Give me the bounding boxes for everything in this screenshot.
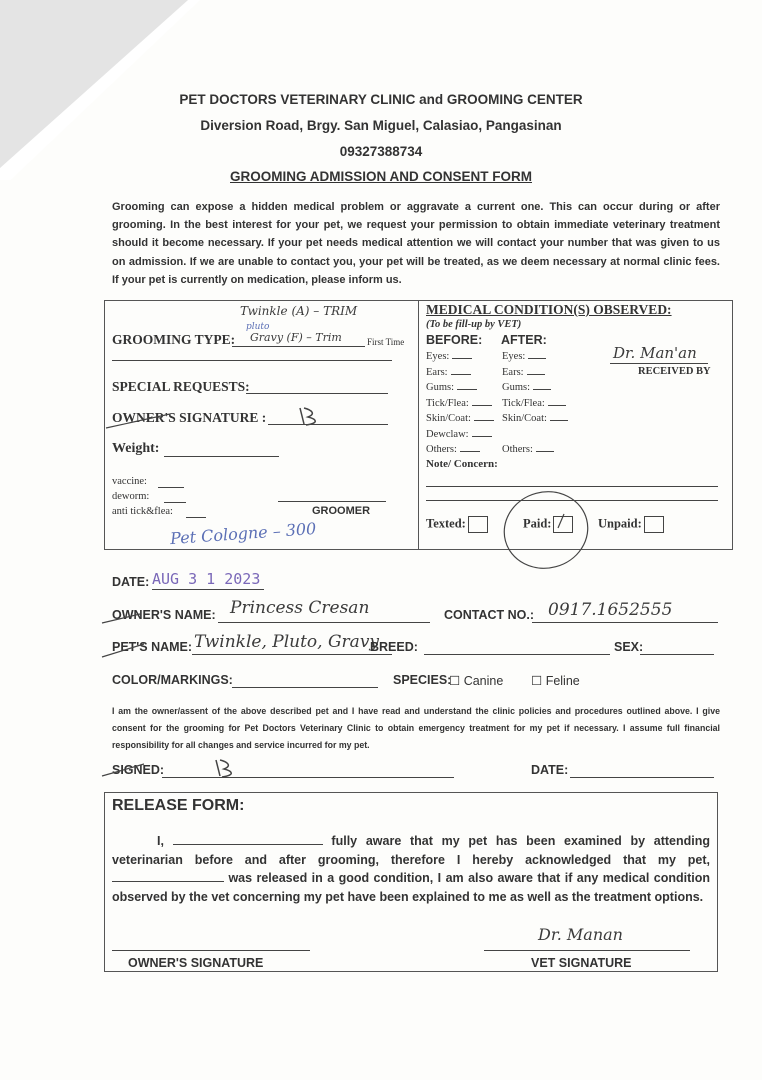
before-item-label: Gums: (426, 382, 455, 393)
vaccine-line[interactable] (158, 487, 184, 488)
owner-signature-strike (104, 406, 174, 436)
before-item-label: Dewclaw: (426, 428, 469, 440)
owner-name-label: OWNER'S NAME: (112, 608, 216, 622)
before-item-label: Ears: (426, 366, 448, 378)
before-label: BEFORE: (426, 333, 483, 347)
before-item-line[interactable] (452, 350, 472, 359)
after-item-label: Ears: (502, 366, 524, 378)
medical-condition-title: MEDICAL CONDITION(S) OBSERVED: (426, 302, 672, 317)
deworm-line[interactable] (164, 502, 186, 503)
paid-circle-mark (500, 486, 600, 576)
release-title: RELEASE FORM: (112, 797, 245, 814)
owner-signature-line[interactable] (268, 424, 388, 425)
release-pet-line[interactable] (112, 869, 224, 882)
texted-checkbox[interactable] (468, 516, 488, 533)
signed-date-line[interactable] (570, 777, 714, 778)
after-item-line[interactable] (527, 366, 545, 375)
owner-fields-strike-marks (100, 600, 160, 660)
owner-name-line[interactable] (218, 622, 430, 623)
after-item[interactable] (502, 381, 551, 393)
after-item-label: Others: (502, 444, 533, 455)
release-vet-sig-label: VET SIGNATURE (531, 956, 632, 970)
before-item-line[interactable] (460, 443, 480, 452)
release-owner-sig-label: OWNER'S SIGNATURE (128, 956, 264, 970)
after-item-line[interactable] (528, 350, 546, 359)
consent-paragraph: I am the owner/assent of the above described pet and I have read and understand the clinic policies and procedures outlined above. I give consent for the grooming for Pet Doctors Veterinary Clinic to obtain emergency treatment for my pet if necessary. I assume full financial responsibility for all changes and service incurred for my pet. (112, 706, 720, 750)
breed-label: BREED: (370, 640, 418, 654)
contact-line[interactable] (532, 622, 718, 623)
before-item-line[interactable] (451, 366, 471, 375)
signed-strike (100, 760, 150, 780)
release-text-2: was released in a good condition, I am also aware that if any medical condition observed by the vet concerning my pet have been explained to me as well as the treatment options. (112, 871, 710, 904)
pet-cologne-note: Pet Cologne – 300 (169, 518, 317, 549)
vaccine-label: vaccine: (112, 476, 147, 487)
date-stamp: AUG 3 1 2023 (152, 570, 261, 588)
before-item-label: Skin/Coat: (426, 413, 471, 424)
groomer-label: GROOMER (312, 505, 371, 517)
weight-line[interactable] (164, 456, 279, 457)
after-item-line[interactable] (536, 443, 554, 452)
grooming-type-handwriting-2: pluto (246, 322, 270, 332)
after-item[interactable] (502, 397, 566, 409)
form-title: GROOMING ADMISSION AND CONSENT FORM (230, 169, 532, 184)
after-item-line[interactable] (550, 412, 568, 421)
color-markings-label: COLOR/MARKINGS: (112, 673, 233, 687)
grooming-type-label: GROOMING TYPE: (112, 332, 236, 347)
feline-label: Feline (545, 674, 580, 688)
after-item[interactable] (502, 350, 546, 362)
before-item[interactable] (426, 412, 494, 424)
before-item[interactable] (426, 381, 477, 393)
release-name-line[interactable] (173, 832, 323, 845)
after-item[interactable] (502, 443, 554, 455)
texted-field (426, 516, 488, 533)
clinic-name: PET DOCTORS VETERINARY CLINIC and GROOMING CENTER (179, 92, 583, 107)
before-item[interactable] (426, 397, 492, 409)
received-by-handwriting: Dr. Man'an (613, 344, 697, 362)
grooming-type-line[interactable] (232, 346, 365, 347)
signed-line[interactable] (162, 777, 454, 778)
groomer-line[interactable] (278, 501, 386, 502)
pet-name-label: PET'S NAME: (112, 640, 193, 654)
admission-divider (418, 301, 419, 549)
color-markings-line[interactable] (232, 687, 378, 688)
date-line[interactable] (152, 589, 264, 590)
date-label: DATE: (112, 575, 150, 589)
release-i-label: I, (157, 834, 164, 848)
contact-handwriting: 0917.1652555 (548, 600, 673, 620)
after-item-line[interactable] (548, 397, 566, 406)
first-time-label: First Time (367, 337, 405, 347)
medical-condition-subtitle: (To be fill-up by VET) (426, 319, 522, 330)
before-item-label: Eyes: (426, 351, 450, 362)
signed-label: SIGNED: (112, 763, 165, 777)
after-label: AFTER: (501, 333, 547, 347)
release-paragraph (112, 832, 710, 906)
clinic-phone: 09327388734 (339, 144, 423, 159)
canine-label: Canine (463, 674, 504, 688)
after-item[interactable] (502, 366, 545, 378)
after-item-label: Gums: (502, 382, 531, 393)
anti-tick-line[interactable] (186, 517, 206, 518)
after-item-line[interactable] (533, 381, 551, 390)
signed-signature-mark (212, 756, 242, 780)
signed-date-label: DATE: (531, 763, 569, 777)
before-item-line[interactable] (474, 412, 494, 421)
after-item-label: Skin/Coat: (502, 413, 547, 424)
before-item-line[interactable] (457, 381, 477, 390)
before-item-label: Others: (426, 444, 457, 455)
received-by-label: RECEIVED BY (638, 366, 711, 377)
unpaid-field (598, 516, 664, 533)
release-vet-sig-line[interactable] (484, 950, 690, 951)
release-owner-sig-line[interactable] (112, 950, 310, 951)
owner-signature-mark (296, 404, 326, 428)
sex-line[interactable] (640, 654, 714, 655)
received-by-line[interactable] (610, 363, 708, 364)
deworm-label: deworm: (112, 491, 150, 502)
contact-label: CONTACT NO.: (444, 608, 535, 622)
unpaid-label: Unpaid: (598, 516, 642, 531)
before-item-line[interactable] (472, 397, 492, 406)
note-concern-label: Note/ Concern: (426, 458, 498, 470)
pet-name-line[interactable] (192, 654, 392, 655)
before-item[interactable] (426, 366, 471, 378)
feline-option[interactable]: ☐ Feline (531, 674, 580, 688)
paid-label: Paid: (523, 516, 552, 531)
after-item-label: Eyes: (502, 351, 526, 362)
special-requests-label: SPECIAL REQUESTS: (112, 379, 250, 394)
clinic-address: Diversion Road, Brgy. San Miguel, Calasiao, Pangasinan (200, 118, 562, 133)
texted-label: Texted: (426, 516, 466, 531)
owner-name-handwriting: Princess Cresan (230, 598, 370, 618)
before-item-line[interactable] (472, 428, 492, 437)
species-label: SPECIES: (393, 673, 452, 687)
owner-signature-label: OWNER'S SIGNATURE : (112, 410, 267, 425)
release-text-1: fully aware that my pet has been examined by attending veterinarian before and after grooming, therefore I hereby acknowledged that my pet, (112, 834, 710, 867)
unpaid-checkbox[interactable] (644, 516, 664, 533)
breed-line[interactable] (424, 654, 610, 655)
canine-option[interactable]: ☐ Canine (449, 674, 504, 688)
after-item[interactable] (502, 412, 568, 424)
weight-label: Weight: (112, 441, 160, 456)
before-item-label: Tick/Flea: (426, 397, 469, 409)
after-item-label: Tick/Flea: (502, 397, 545, 409)
sex-label: SEX: (614, 640, 644, 654)
grooming-type-line-2[interactable] (112, 360, 392, 361)
pet-name-handwriting: Twinkle, Pluto, Gravy (194, 632, 380, 652)
grooming-type-handwriting-3: Gravy (F) – Trim (250, 331, 342, 344)
special-requests-line[interactable] (246, 393, 388, 394)
intro-paragraph: Grooming can expose a hidden medical problem or aggravate a current one. This can occur during or after grooming. In the best interest for your pet, we request your permission to obtain immediate veterinary treatment should it become necessary. If your pet needs medical attention we will contact your number that was given to us on admission. If we are unable to contact you, your pet will be treated, as we deem necessary at normal clinic fees. If your pet is currently on medication, please inform us. (112, 201, 720, 286)
vet-signature-handwriting: Dr. Manan (538, 925, 623, 944)
anti-tick-label: anti tick&flea: (112, 506, 173, 517)
before-item[interactable] (426, 350, 472, 362)
before-item[interactable] (426, 443, 480, 455)
before-item[interactable] (426, 428, 492, 440)
grooming-type-handwriting-1: Twinkle (A) – TRIM (240, 304, 358, 318)
